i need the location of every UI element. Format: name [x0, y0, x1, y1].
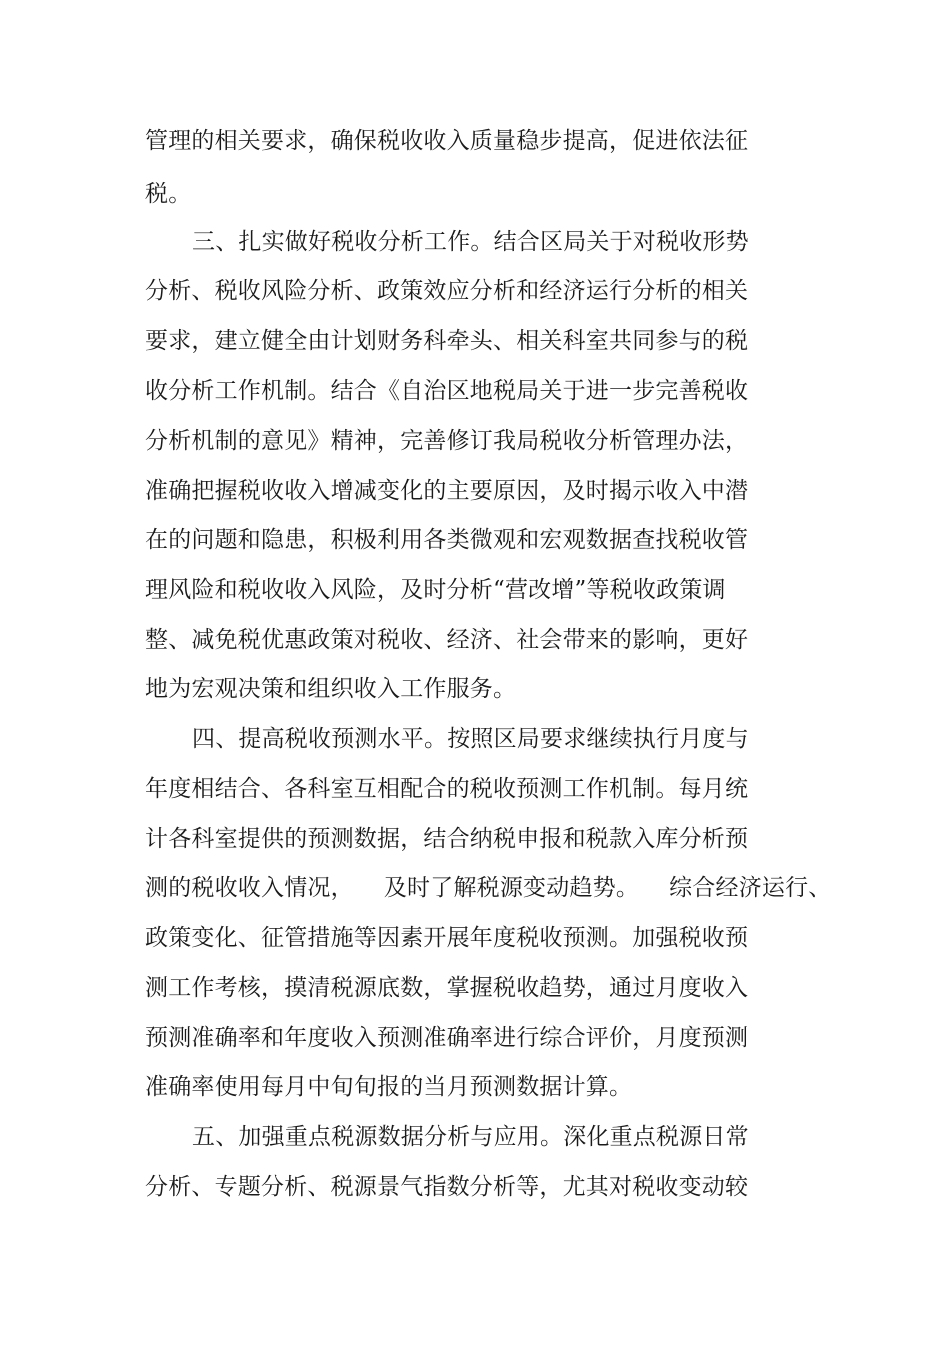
text-line-5: 要求，建立健全由计划财务科牵头、相关科室共同参与的税	[145, 328, 749, 354]
text-line-14: 年度相结合、各科室互相配合的税收预测工作机制。每月统	[145, 776, 749, 802]
section-3-heading-line: 三、扎实做好税收分析工作。结合区局关于对税收形势	[192, 229, 749, 255]
text-line-4: 分析、税收风险分析、政策效应分析和经济运行分析的相关	[145, 278, 749, 304]
text-line-15: 计各科室提供的预测数据，结合纳税申报和税款入库分析预	[145, 826, 749, 852]
text-line-7: 分析机制的意见》精神，完善修订我局税收分析管理办法，	[145, 428, 749, 454]
text-line-19: 预测准确率和年度收入预测准确率进行综合评价，月度预测	[145, 1025, 749, 1051]
text-line-2: 税。	[145, 181, 192, 207]
text-line-16: 测的税收收入情况， 及时了解税源变动趋势。 综合经济运行、	[145, 875, 832, 901]
text-line-22: 分析、专题分析、税源景气指数分析等，尤其对税收变动较	[145, 1174, 749, 1200]
text-line-9: 在的问题和隐患，积极利用各类微观和宏观数据查找税收管	[145, 527, 749, 553]
section-4-heading-line: 四、提高税收预测水平。按照区局要求继续执行月度与	[192, 726, 749, 752]
text-line-17: 政策变化、征管措施等因素开展年度税收预测。加强税收预	[145, 925, 749, 951]
text-line-8: 准确把握税收收入增减变化的主要原因，及时揭示收入中潜	[145, 478, 749, 504]
text-line-20: 准确率使用每月中旬旬报的当月预测数据计算。	[145, 1074, 633, 1100]
text-line-11: 整、减免税优惠政策对税收、经济、社会带来的影响，更好	[145, 627, 749, 653]
text-line-10: 理风险和税收收入风险，及时分析“营改增”等税收政策调	[145, 577, 726, 603]
section-5-heading-line: 五、加强重点税源数据分析与应用。深化重点税源日常	[192, 1124, 749, 1150]
text-line-1: 管理的相关要求，确保税收收入质量稳步提高，促进依法征	[145, 128, 749, 154]
text-line-6: 收分析工作机制。结合《自治区地税局关于进一步完善税收	[145, 378, 749, 404]
text-line-12: 地为宏观决策和组织收入工作服务。	[145, 676, 517, 702]
text-line-18: 测工作考核，摸清税源底数，掌握税收趋势，通过月度收入	[145, 975, 749, 1001]
